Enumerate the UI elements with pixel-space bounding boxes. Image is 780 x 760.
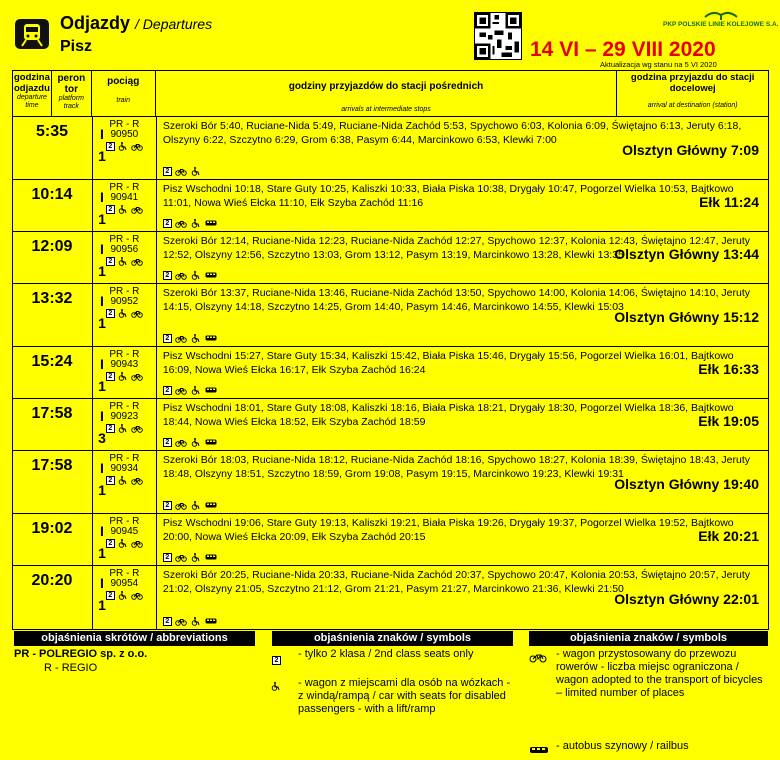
symbols-title-2: objaśnienia znaków / symbols — [529, 631, 768, 646]
destination-arrival: Olsztyn Główny 22:01 — [614, 591, 759, 607]
train-carrier: PR - R — [109, 349, 140, 360]
bicycle-icon — [175, 438, 187, 447]
departure-time: 15:24 — [31, 353, 73, 370]
wheelchair-icon — [117, 539, 129, 548]
wheelchair-icon — [190, 553, 202, 562]
page-title: Odjazdy / Departures — [60, 13, 213, 33]
wheelchair-icon — [270, 678, 282, 696]
wheelchair-icon — [117, 142, 129, 151]
wheelchair-icon — [117, 309, 129, 318]
bicycle-icon — [175, 553, 187, 562]
dep-cell — [13, 399, 106, 450]
platform-number: I — [100, 575, 104, 591]
class2-icon: 2 — [106, 539, 115, 548]
class2-icon: 2 — [106, 591, 115, 600]
intermediate-stops: Szeroki Bór 18:03, Ruciane-Nida 18:12, Ruciane-Nida Zachód 18:16, Spychowo 18:27, Kolonia 18:39, Świętajno 18:43, Jeruty 18:48, Olszyny 18:51, Szczytno 18:59, Grom 19:08, Pasym 19:15, Marcinkowo 19:23, Klewki 19:31 — [162, 454, 751, 480]
wheelchair-icon — [190, 501, 202, 510]
train-cell — [93, 117, 157, 179]
class2-icon: 2 — [163, 617, 172, 626]
train-cell — [93, 514, 157, 565]
railbus-icon — [529, 742, 549, 751]
col-platform-header: peron tor platform track — [52, 71, 92, 116]
wheelchair-icon — [117, 205, 129, 214]
departure-time: 5:35 — [35, 123, 69, 140]
stops-cell — [157, 347, 768, 398]
abbr-r: R - REGIO — [44, 662, 98, 674]
bicycle-icon — [131, 257, 143, 266]
train-number: 90952 — [110, 296, 139, 307]
wheelchair-icon — [190, 219, 202, 228]
railbus-icon — [205, 501, 217, 510]
table-row — [13, 232, 768, 284]
col-train-header: pociąg train — [92, 71, 156, 116]
table-row — [13, 117, 768, 180]
train-cell — [93, 451, 157, 513]
railbus-icon — [205, 386, 217, 395]
destination-arrival: Ełk 11:24 — [699, 194, 759, 210]
table-row — [13, 347, 768, 399]
track-number: 3 — [98, 430, 106, 446]
railbus-icon — [205, 271, 217, 280]
legend-railbus: - autobus szynowy / railbus — [556, 740, 689, 752]
wheelchair-icon — [190, 334, 202, 343]
departure-time: 10:14 — [31, 186, 73, 203]
departure-time: 17:58 — [31, 457, 73, 474]
bicycle-icon — [131, 142, 143, 151]
train-number: 90954 — [110, 578, 139, 589]
railbus-icon — [205, 617, 217, 626]
train-cell — [93, 347, 157, 398]
departures-table — [12, 70, 769, 630]
class2-icon: 2 — [163, 438, 172, 447]
validity-period: 14 VI – 29 VIII 2020 — [530, 38, 716, 61]
departure-time: 20:20 — [31, 572, 73, 589]
col-dep-header: godzina odjazdu departure time — [13, 71, 52, 116]
departure-time: 19:02 — [31, 520, 73, 537]
platform-number: I — [100, 189, 104, 205]
dep-cell — [13, 451, 106, 513]
bicycle-icon — [131, 591, 143, 600]
intermediate-stops: Szeroki Bór 12:14, Ruciane-Nida 12:23, Ruciane-Nida Zachód 12:27, Spychowo 12:37, Kolonia 12:43, Świętajno 12:47, Jeruty 12:52, Olszyny 12:56, Szczytno 13:03, Grom 13:12, Pasym 13:19, Marcinkowo 13:28, Klewki 13:35 — [162, 235, 751, 261]
dep-cell — [13, 180, 106, 231]
train-number: 90945 — [110, 526, 139, 537]
wheelchair-icon — [190, 386, 202, 395]
track-number: 1 — [98, 211, 106, 227]
symbols-title-1: objaśnienia znaków / symbols — [272, 631, 513, 646]
class2-icon: 2 — [106, 424, 115, 433]
train-carrier: PR - R — [109, 119, 140, 130]
dep-cell — [13, 514, 106, 565]
wheelchair-icon — [190, 438, 202, 447]
train-carrier: PR - R — [109, 453, 140, 464]
intermediate-stops: Pisz Wschodni 18:01, Stare Guty 18:08, Kaliszki 18:16, Biała Piska 18:21, Drygały 18:30, Pogorzel Wielka 18:36, Bajtkowo 18:44, Nowa Wieś Ełcka 18:52, Ełk Szyba Zachód 18:59 — [162, 402, 734, 428]
bicycle-icon — [175, 617, 187, 626]
destination-arrival: Ełk 19:05 — [698, 413, 759, 429]
bicycle-icon — [131, 309, 143, 318]
table-row — [13, 180, 768, 232]
track-number: 1 — [98, 263, 106, 279]
class2-icon: 2 — [163, 167, 172, 176]
platform-number: I — [100, 241, 104, 257]
departure-time: 13:32 — [31, 290, 73, 307]
class2-icon: 2 — [106, 205, 115, 214]
departure-time: 12:09 — [31, 238, 73, 255]
stops-cell — [157, 514, 768, 565]
train-number: 90941 — [110, 192, 139, 203]
bicycle-icon — [131, 205, 143, 214]
dep-cell — [13, 117, 106, 179]
train-number: 90934 — [110, 463, 139, 474]
class2-icon: 2 — [163, 386, 172, 395]
intermediate-stops: Pisz Wschodni 19:06, Stare Guty 19:13, Kaliszki 19:21, Biała Piska 19:26, Drygały 19:37, Pogorzel Wielka 19:52, Bajtkowo 20:00, Nowa Wieś Ełcka 20:09, Ełk Szyba Zachód 20:15 — [162, 517, 734, 543]
intermediate-stops: Pisz Wschodni 15:27, Stare Guty 15:34, Kaliszki 15:42, Biała Piska 15:46, Drygały 15:56, Pogorzel Wielka 16:01, Bajtkowo 16:09, Nowa Wieś Ełcka 16:17, Ełk Szyba Zachód 16:24 — [162, 350, 734, 376]
intermediate-stops: Pisz Wschodni 10:18, Stare Guty 10:25, Kaliszki 10:33, Biała Piska 10:38, Drygały 10:47, Pogorzel Wielka 10:53, Bajtkowo 11:01, Nowa Wieś Ełcka 11:10, Ełk Szyba Zachód 11:16 — [162, 183, 734, 209]
bicycle-icon — [131, 424, 143, 433]
qr-code-icon — [474, 12, 522, 60]
col-dest-header: godzina przyjazdu do stacji docelowej arrival at destination (station) — [630, 72, 755, 109]
track-number: 1 — [98, 378, 106, 394]
destination-arrival: Olsztyn Główny 13:44 — [614, 246, 759, 262]
bicycle-icon — [175, 219, 187, 228]
platform-number: I — [100, 126, 104, 142]
destination-arrival: Ełk 16:33 — [698, 361, 759, 377]
dep-cell — [13, 232, 106, 283]
intermediate-stops: Szeroki Bór 20:25, Ruciane-Nida 20:33, Ruciane-Nida Zachód 20:37, Spychowo 20:47, Kolonia 20:53, Świętajno 20:57, Jeruty 21:02, Olszyny 21:05, Szczytno 21:12, Grom 21:21, Pasym 21:27, Marcinkowo 21:36, Klewki 21:50 — [162, 569, 751, 595]
table-row — [13, 284, 768, 347]
track-number: 1 — [98, 545, 106, 561]
abbreviations-title: objaśnienia skrótów / abbreviations — [14, 631, 255, 646]
intermediate-stops: Szeroki Bór 5:40, Ruciane-Nida 5:49, Ruciane-Nida Zachód 5:53, Spychowo 6:03, Kolonia 6:09, Świętajno 6:13, Jeruty 6:18, Olszyny 6:22, Szczytno 6:29, Grom 6:38, Pasym 6:44, Marcinkowo 6:53, Klewki 7:00 — [162, 120, 742, 146]
wheelchair-icon — [190, 271, 202, 280]
class2-icon: 2 — [106, 142, 115, 151]
train-cell — [93, 566, 157, 629]
train-cell — [93, 284, 157, 346]
platform-number: I — [100, 523, 104, 539]
destination-arrival: Olsztyn Główny 7:09 — [622, 142, 759, 158]
train-carrier: PR - R — [109, 182, 140, 193]
platform-number: I — [100, 460, 104, 476]
dep-cell — [13, 284, 106, 346]
stops-cell — [157, 232, 768, 283]
railbus-icon — [205, 219, 217, 228]
railbus-icon — [205, 438, 217, 447]
legend-bicycle: - wagon przystosowany do przewozu rowerów - liczba miejsc ograniczona / wagon adopted to the transport of bicycles – limited number of places — [556, 648, 763, 699]
dep-cell — [13, 566, 106, 629]
platform-number: I — [100, 408, 104, 424]
class2-icon: 2 — [163, 334, 172, 343]
class2-icon: 2 — [163, 271, 172, 280]
table-body — [13, 117, 768, 629]
platform-number: I — [100, 356, 104, 372]
bicycle-icon — [175, 501, 187, 510]
pkp-logo-icon — [703, 9, 739, 21]
wheelchair-icon — [117, 372, 129, 381]
legend-class2: - tylko 2 klasa / 2nd class seats only — [298, 648, 474, 660]
track-number: 1 — [98, 148, 106, 164]
train-icon — [15, 19, 49, 49]
train-carrier: PR - R — [109, 234, 140, 245]
bicycle-icon — [529, 650, 547, 660]
stops-cell — [157, 180, 768, 231]
destination-arrival: Ełk 20:21 — [698, 528, 759, 544]
bicycle-icon — [175, 334, 187, 343]
platform-number: I — [100, 293, 104, 309]
table-row — [13, 399, 768, 451]
class2-icon: 2 — [163, 501, 172, 510]
class2-icon: 2 — [163, 553, 172, 562]
wheelchair-icon — [190, 167, 202, 176]
class2-icon: 2 — [106, 476, 115, 485]
abbr-pr: PR - POLREGIO sp. z o.o. — [14, 648, 148, 660]
train-cell — [93, 232, 157, 283]
bicycle-icon — [175, 271, 187, 280]
bicycle-icon — [131, 539, 143, 548]
train-carrier: PR - R — [109, 516, 140, 527]
class2-icon: 2 — [163, 219, 172, 228]
train-cell — [93, 180, 157, 231]
destination-arrival: Olsztyn Główny 15:12 — [614, 309, 759, 325]
wheelchair-icon — [117, 257, 129, 266]
class2-icon: 2 — [106, 257, 115, 266]
class2-icon: 2 — [106, 309, 115, 318]
dep-cell — [13, 347, 106, 398]
train-carrier: PR - R — [109, 286, 140, 297]
intermediate-stops: Szeroki Bór 13:37, Ruciane-Nida 13:46, Ruciane-Nida Zachód 13:50, Spychowo 14:00, Kolonia 14:06, Świętajno 14:10, Jeruty 14:15, Olszyny 14:18, Szczytno 14:25, Grom 14:40, Pasym 14:46, Marcinkowo 14:55, Klewki 15:03 — [162, 287, 751, 313]
stops-cell — [157, 451, 768, 513]
railbus-icon — [205, 553, 217, 562]
stops-cell — [157, 117, 768, 179]
operator-logo-text: PKP POLSKIE LINIE KOLEJOWE S.A. — [663, 21, 779, 28]
bicycle-icon — [175, 386, 187, 395]
col-stops-header: godziny przyjazdów do stacji pośrednich arrivals at intermediate stops — [156, 71, 618, 116]
train-number: 90923 — [110, 411, 139, 422]
destination-arrival: Olsztyn Główny 19:40 — [614, 476, 759, 492]
table-header — [13, 71, 768, 117]
track-number: 1 — [98, 482, 106, 498]
wheelchair-icon — [117, 476, 129, 485]
railbus-icon — [205, 334, 217, 343]
train-carrier: PR - R — [109, 401, 140, 412]
stops-cell — [157, 566, 768, 629]
train-carrier: PR - R — [109, 568, 140, 579]
bicycle-icon — [175, 167, 187, 176]
table-row — [13, 451, 768, 514]
track-number: 1 — [98, 597, 106, 613]
legend-wheelchair: - wagon z miejscami dla osób na wózkach - z windą/rampą / car with seats for disabled passengers - with a lift/ramp — [298, 677, 511, 715]
train-cell — [93, 399, 157, 450]
wheelchair-icon — [117, 591, 129, 600]
table-row — [13, 566, 768, 629]
bicycle-icon — [131, 476, 143, 485]
station-name: Pisz — [60, 38, 93, 55]
wheelchair-icon — [117, 424, 129, 433]
wheelchair-icon — [190, 617, 202, 626]
class2-icon: 2 — [106, 372, 115, 381]
departure-time: 17:58 — [31, 405, 73, 422]
train-number: 90950 — [110, 129, 139, 140]
bicycle-icon — [131, 372, 143, 381]
train-number: 90956 — [110, 244, 139, 255]
stops-cell — [157, 284, 768, 346]
table-row — [13, 514, 768, 566]
track-number: 1 — [98, 315, 106, 331]
class2-legend-icon: 2 — [272, 649, 281, 667]
stops-cell — [157, 399, 768, 450]
update-note: Aktualizacja wg stanu na 5 VI 2020 — [600, 60, 717, 69]
train-number: 90943 — [110, 359, 139, 370]
